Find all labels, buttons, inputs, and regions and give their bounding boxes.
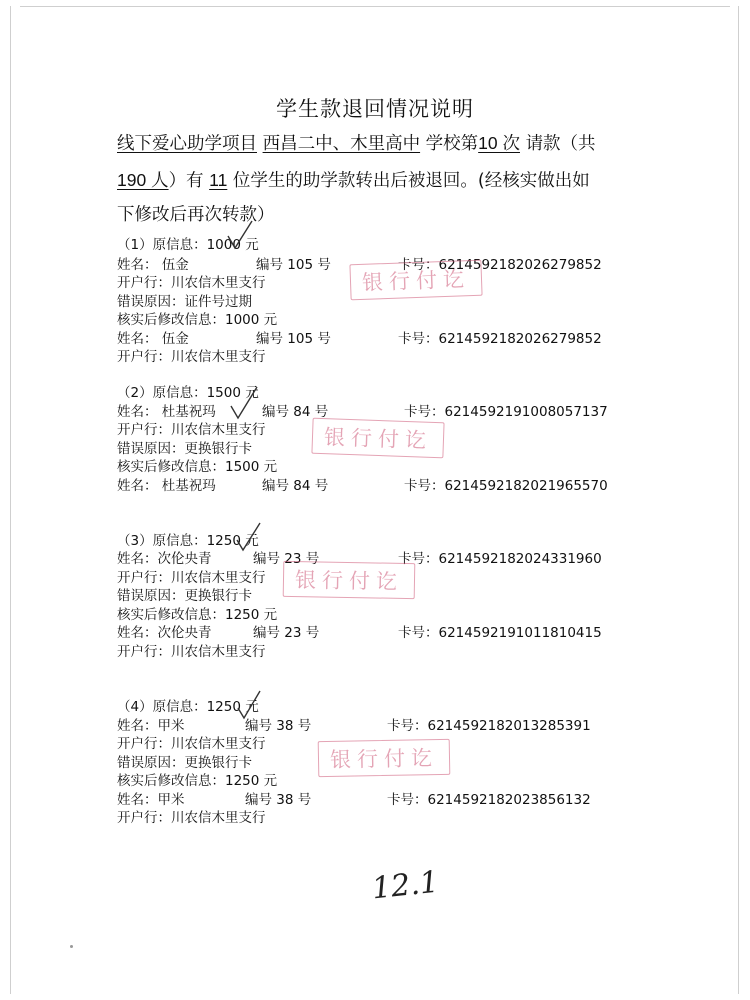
check-mark-icon xyxy=(235,688,263,722)
record-4-orig-bank: 开户行：川农信木里支行 xyxy=(117,736,266,752)
record-1-orig-name: 姓名： 伍金 xyxy=(117,257,189,273)
record-1-fixed: 核实后修改信息：1000 元 xyxy=(117,312,278,328)
intro-text-modified: 下修改后再次转款） xyxy=(117,205,275,225)
record-2-orig-card: 卡号：6214592191008057137 xyxy=(404,404,608,420)
record-3-orig-card: 卡号：6214592182024331960 xyxy=(398,551,602,567)
scan-edge-top xyxy=(20,6,730,7)
record-3-new-bank: 开户行：川农信木里支行 xyxy=(117,644,266,660)
record-2-reason: 错误原因：更换银行卡 xyxy=(117,441,252,457)
intro-line-1 xyxy=(117,135,596,154)
page-title: 学生款退回情况说明 xyxy=(276,97,474,121)
record-3-orig-name: 姓名：次伦央青 xyxy=(117,551,212,567)
intro-line-2 xyxy=(117,172,590,191)
stamp-text: 银行付讫 xyxy=(361,267,471,295)
record-1-new-card: 卡号：6214592182026279852 xyxy=(398,331,602,347)
handwritten-note: 12.1 xyxy=(370,864,441,907)
record-1-orig-number: 编号 105 号 xyxy=(256,257,331,273)
total-students: 190 人 xyxy=(117,170,169,190)
stamp-text: 银行付讫 xyxy=(329,746,439,772)
record-1-orig-bank: 开户行：川农信木里支行 xyxy=(117,275,266,291)
record-2-orig-number: 编号 84 号 xyxy=(262,404,329,420)
record-3-new-name: 姓名：次伦央青 xyxy=(117,625,212,641)
intro-text-have: ）有 xyxy=(168,171,204,191)
check-mark-icon xyxy=(225,218,255,252)
stamp-text: 银行付讫 xyxy=(294,568,404,594)
record-4-reason: 错误原因：更换银行卡 xyxy=(117,755,252,771)
record-3-reason: 错误原因：更换银行卡 xyxy=(117,588,252,604)
record-4-orig-card: 卡号：6214592182013285391 xyxy=(387,718,591,734)
record-4-new-name: 姓名：甲米 xyxy=(117,792,185,808)
record-2-new-card: 卡号：6214592182021965570 xyxy=(404,478,608,494)
check-mark-icon xyxy=(228,384,260,422)
bank-paid-stamp-1 xyxy=(349,260,482,301)
record-3-orig-number: 编号 23 号 xyxy=(253,551,320,567)
project-name: 线下爱心助学项目 xyxy=(117,134,257,154)
record-3-new-card: 卡号：6214592191011810415 xyxy=(398,625,602,641)
scan-edge-left xyxy=(10,6,11,994)
record-2-orig-name: 姓名： 杜基祝玛 xyxy=(117,404,216,420)
record-1-reason: 错误原因：证件号过期 xyxy=(117,294,252,310)
school-names: 西昌二中、木里高中 xyxy=(262,134,421,154)
bank-paid-stamp-4 xyxy=(318,739,451,777)
record-2-new-name: 姓名： 杜基祝玛 xyxy=(117,478,216,494)
record-2-new-number: 编号 84 号 xyxy=(262,478,329,494)
intro-text-request: 请款（共 xyxy=(525,134,596,154)
record-1-new-bank: 开户行：川农信木里支行 xyxy=(117,349,266,365)
record-2-orig-bank: 开户行：川农信木里支行 xyxy=(117,422,266,438)
bank-paid-stamp-3 xyxy=(283,561,416,599)
returned-count: 11 xyxy=(209,170,228,190)
record-4-new-card: 卡号：6214592182023856132 xyxy=(387,792,591,808)
record-3-new-number: 编号 23 号 xyxy=(253,625,320,641)
intro-text-returned: 位学生的助学款转出后被退回。(经核实做出如 xyxy=(232,171,590,191)
record-4-orig-name: 姓名：甲米 xyxy=(117,718,185,734)
record-4-header: （4）原信息：1250 元 xyxy=(117,699,259,715)
record-3-orig-bank: 开户行：川农信木里支行 xyxy=(117,570,266,586)
record-4-fixed: 核实后修改信息：1250 元 xyxy=(117,773,278,789)
record-3-header: （3）原信息：1250 元 xyxy=(117,533,259,549)
record-1-new-number: 编号 105 号 xyxy=(256,331,331,347)
batch-number: 10 次 xyxy=(478,133,520,153)
stamp-text: 银行付讫 xyxy=(323,425,433,453)
record-1-header: （1）原信息：1000 元 xyxy=(117,237,259,253)
bank-paid-stamp-2 xyxy=(311,418,444,459)
check-mark-icon xyxy=(234,520,264,554)
record-2-fixed: 核实后修改信息：1500 元 xyxy=(117,459,278,475)
record-4-new-bank: 开户行：川农信木里支行 xyxy=(117,810,266,826)
record-4-new-number: 编号 38 号 xyxy=(245,792,312,808)
record-3-fixed: 核实后修改信息：1250 元 xyxy=(117,607,278,623)
record-1-new-name: 姓名： 伍金 xyxy=(117,331,189,347)
record-4-orig-number: 编号 38 号 xyxy=(245,718,312,734)
record-1-orig-card: 卡号：6214592182026279852 xyxy=(398,257,602,273)
scan-edge-right xyxy=(738,6,739,994)
intro-text-school: 学校第 xyxy=(425,134,479,154)
scan-speck xyxy=(70,945,73,948)
record-2-header: （2）原信息：1500 元 xyxy=(117,385,259,401)
